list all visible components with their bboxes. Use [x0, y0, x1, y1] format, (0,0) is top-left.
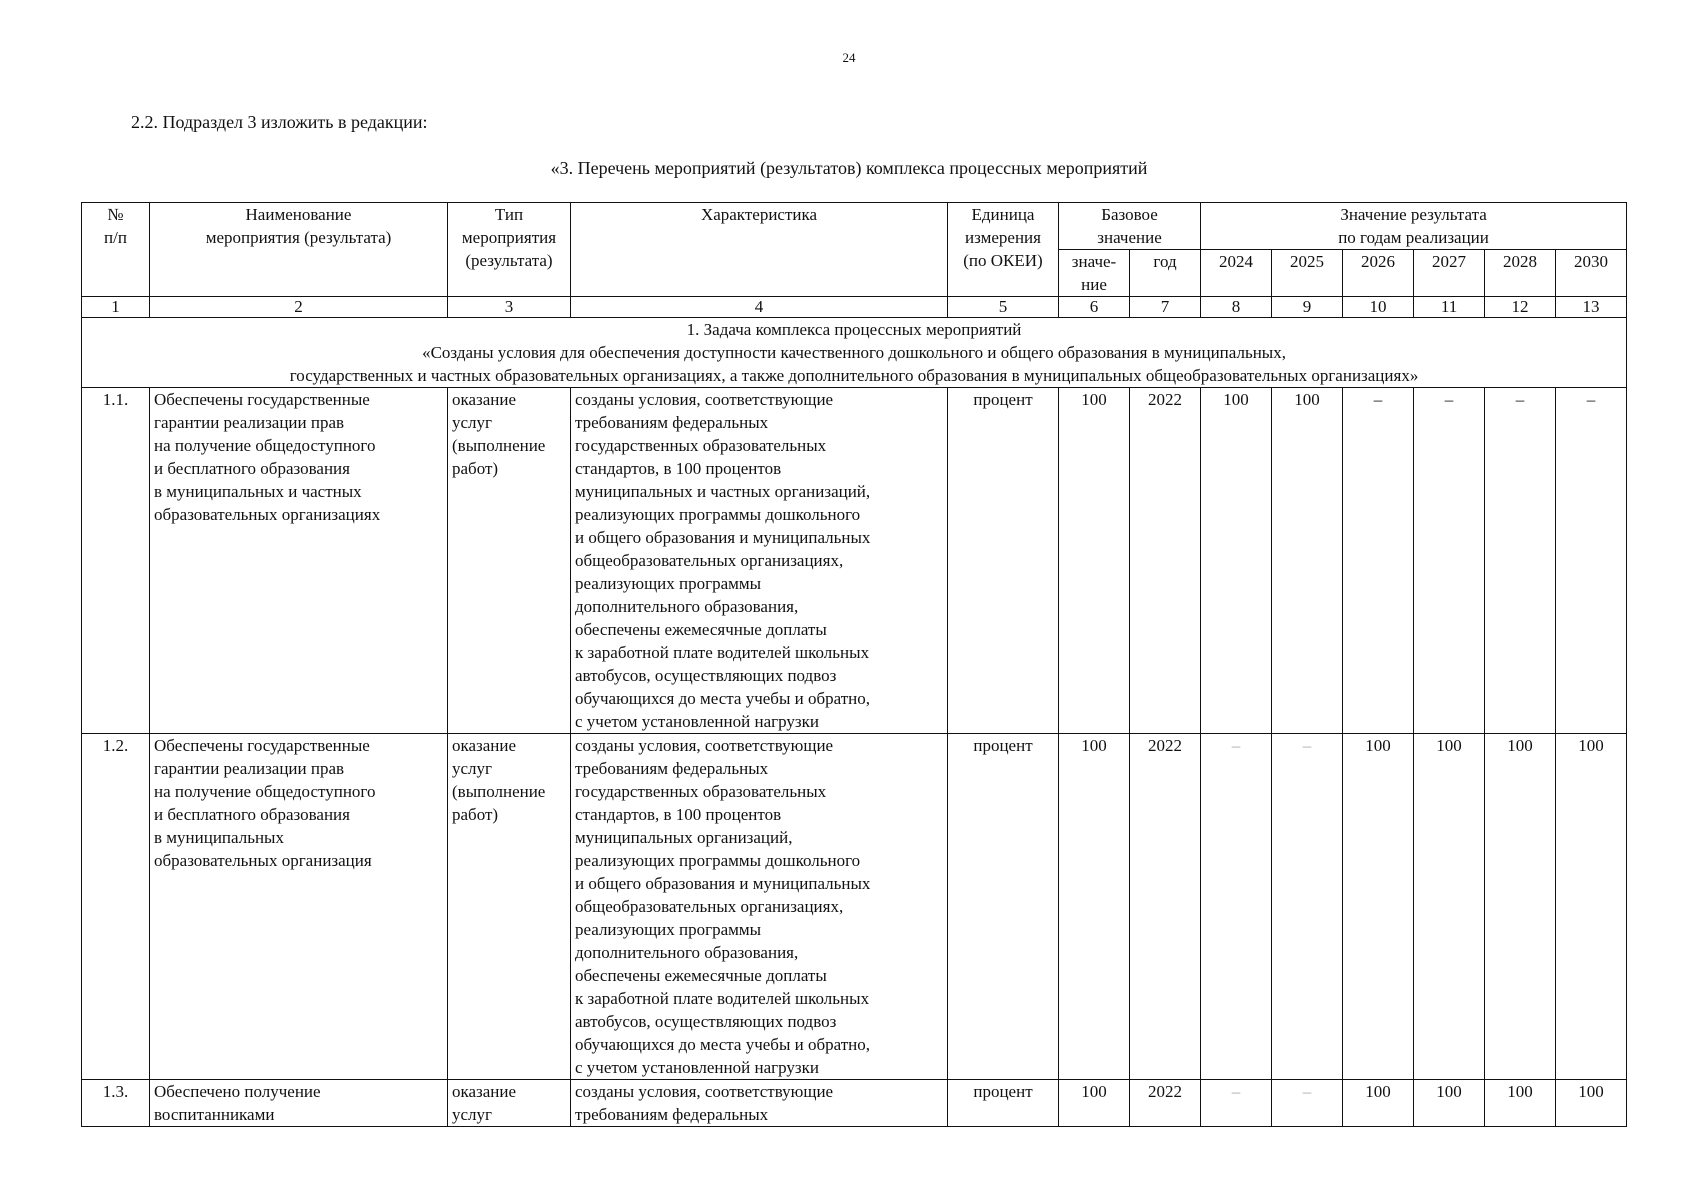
- header-year: 2026: [1343, 250, 1414, 297]
- table-row: [82, 734, 1627, 1080]
- column-number: 8: [1201, 297, 1272, 318]
- column-number: 6: [1059, 297, 1130, 318]
- row-unit: процент: [948, 1080, 1059, 1127]
- row-value-2027: 100: [1414, 1080, 1485, 1127]
- header-row-1: [82, 203, 1627, 250]
- page-number: 24: [842, 50, 856, 65]
- column-number: 9: [1272, 297, 1343, 318]
- row-value-2026: 100: [1343, 1080, 1414, 1127]
- row-type: оказание услуг (выполнение работ): [448, 734, 571, 1080]
- header-base-value: значе- ние: [1059, 250, 1130, 297]
- header-base: Базовое значение: [1059, 203, 1201, 250]
- row-type: оказание услуг (выполнение работ): [448, 388, 571, 734]
- row-characteristic: созданы условия, соответствующие требованиям федеральных государственных образовательных стандартов, в 100 процентов муниципальных организаций, реализующих программы дошкольного и общего образования и муниципальных общеобразовательных организациях, реализующих программы дополнительного образования, обеспечены ежемесячные доплаты к заработной плате водителей школьных автобусов, осуществляющих подвоз обучающихся до места учебы и обратно, с учетом установленной нагрузки: [571, 734, 948, 1080]
- column-number: 4: [571, 297, 948, 318]
- row-name: Обеспечены государственные гарантии реализации прав на получение общедоступного и бесплатного образования в муниципальных образовательных организация: [150, 734, 448, 1080]
- row-characteristic: созданы условия, соответствующие требованиям федеральных государственных образовательных стандартов, в 100 процентов муниципальных и частных организаций, реализующих программы дошкольного и общего образования и муниципальных общеобразовательных организациях, реализующих программы дополнительного образования, обеспечены ежемесячные доплаты к заработной плате водителей школьных автобусов, осуществляющих подвоз обучающихся до места учебы и обратно, с учетом установленной нагрузки: [571, 388, 948, 734]
- row-value-2024: 100: [1201, 388, 1272, 734]
- header-year: 2027: [1414, 250, 1485, 297]
- intro-text: 2.2. Подраздел 3 изложить в редакции:: [131, 112, 428, 132]
- row-number: 1.1.: [82, 388, 150, 734]
- header-year: 2028: [1485, 250, 1556, 297]
- table-row: [82, 388, 1627, 734]
- row-value-2024: –: [1201, 734, 1272, 1080]
- header-year: 2025: [1272, 250, 1343, 297]
- row-value-2025: –: [1272, 1080, 1343, 1127]
- row-value-2027: 100: [1414, 734, 1485, 1080]
- row-value-2026: 100: [1343, 734, 1414, 1080]
- header-result: Значение результата по годам реализации: [1201, 203, 1627, 250]
- row-unit: процент: [948, 388, 1059, 734]
- row-number: 1.2.: [82, 734, 150, 1080]
- row-value-2025: –: [1272, 734, 1343, 1080]
- row-value-2030: 100: [1556, 1080, 1627, 1127]
- row-value-2024: –: [1201, 1080, 1272, 1127]
- section-title: «3. Перечень мероприятий (результатов) комплекса процессных мероприятий: [550, 158, 1148, 178]
- header-characteristic: Характеристика: [571, 203, 948, 297]
- column-number: 11: [1414, 297, 1485, 318]
- row-base-value: 100: [1059, 734, 1130, 1080]
- column-number: 1: [82, 297, 150, 318]
- row-name: Обеспечены государственные гарантии реализации прав на получение общедоступного и бесплатного образования в муниципальных и частных образовательных организациях: [150, 388, 448, 734]
- table-row: [82, 1080, 1627, 1127]
- header-name: Наименование мероприятия (результата): [150, 203, 448, 297]
- row-base-value: 100: [1059, 388, 1130, 734]
- header-num: № п/п: [82, 203, 150, 297]
- column-number: 13: [1556, 297, 1627, 318]
- measures-table: [81, 202, 1627, 1127]
- column-number: 7: [1130, 297, 1201, 318]
- column-number: 10: [1343, 297, 1414, 318]
- task-row: [82, 318, 1627, 388]
- row-characteristic: созданы условия, соответствующие требованиям федеральных: [571, 1080, 948, 1127]
- header-type: Тип мероприятия (результата): [448, 203, 571, 297]
- column-number-row: [82, 297, 1627, 318]
- row-value-2027: –: [1414, 388, 1485, 734]
- row-unit: процент: [948, 734, 1059, 1080]
- header-unit: Единица измерения (по ОКЕИ): [948, 203, 1059, 297]
- header-year: 2030: [1556, 250, 1627, 297]
- row-value-2028: 100: [1485, 1080, 1556, 1127]
- header-base-year: год: [1130, 250, 1201, 297]
- column-number: 12: [1485, 297, 1556, 318]
- row-name: Обеспечено получение воспитанниками: [150, 1080, 448, 1127]
- header-year: 2024: [1201, 250, 1272, 297]
- row-base-year: 2022: [1130, 1080, 1201, 1127]
- row-type: оказание услуг: [448, 1080, 571, 1127]
- row-value-2028: 100: [1485, 734, 1556, 1080]
- row-base-value: 100: [1059, 1080, 1130, 1127]
- task-heading: 1. Задача комплекса процессных мероприятий «Созданы условия для обеспечения доступности качественного дошкольного и общего образования в муниципальных, государственных и частных образовательных организациях, а также дополнительного образования в муниципальных общеобразовательных организациях»: [82, 318, 1627, 388]
- column-number: 3: [448, 297, 571, 318]
- row-value-2030: 100: [1556, 734, 1627, 1080]
- row-number: 1.3.: [82, 1080, 150, 1127]
- row-base-year: 2022: [1130, 734, 1201, 1080]
- row-base-year: 2022: [1130, 388, 1201, 734]
- row-value-2025: 100: [1272, 388, 1343, 734]
- column-number: 2: [150, 297, 448, 318]
- row-value-2030: –: [1556, 388, 1627, 734]
- row-value-2026: –: [1343, 388, 1414, 734]
- row-value-2028: –: [1485, 388, 1556, 734]
- column-number: 5: [948, 297, 1059, 318]
